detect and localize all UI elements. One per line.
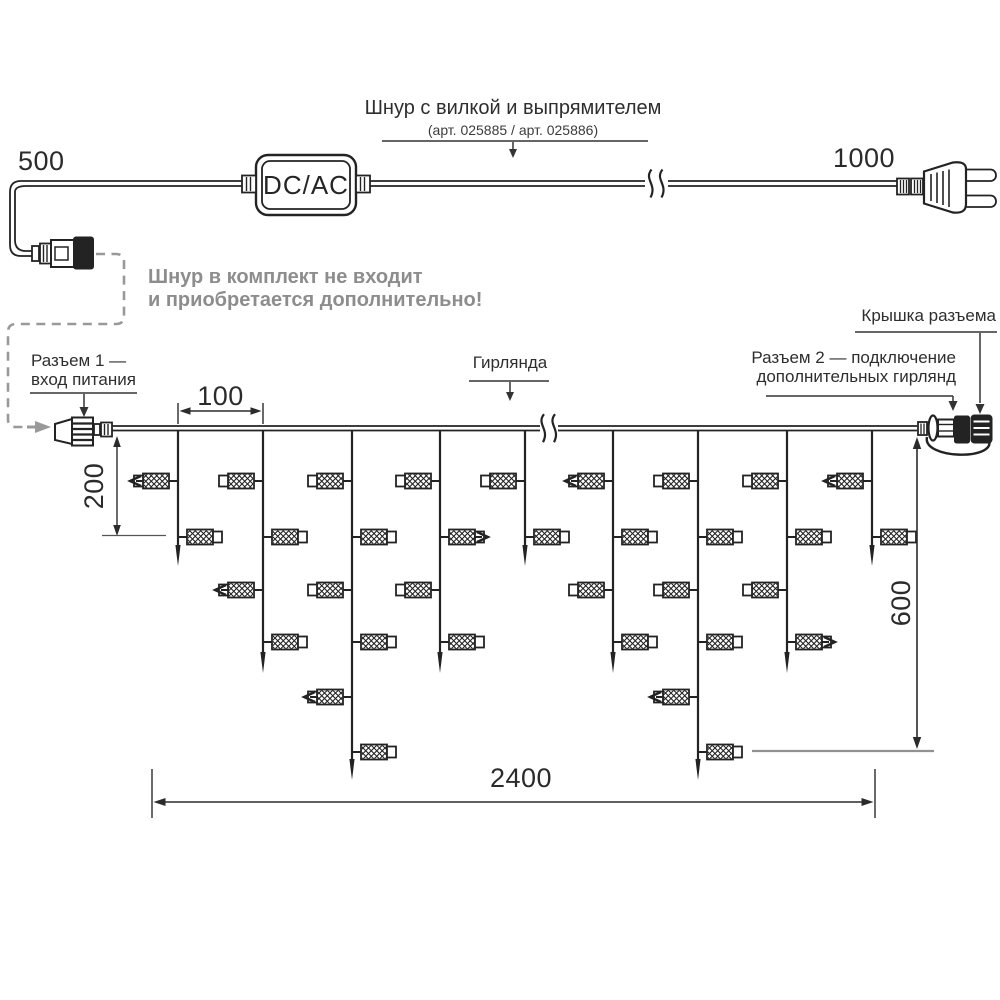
lamp-cap bbox=[298, 532, 307, 543]
dim-label-100: 100 bbox=[197, 381, 244, 411]
connector2-callout bbox=[700, 348, 956, 386]
lamp-cap bbox=[654, 585, 663, 596]
garland-drop-5 bbox=[481, 430, 569, 566]
garland-connector-1 bbox=[55, 418, 112, 446]
lamp-cap bbox=[743, 585, 752, 596]
connector1-line2: вход питания bbox=[31, 370, 136, 389]
lamp-cap bbox=[308, 476, 317, 487]
garland-callout: Гирлянда bbox=[472, 353, 548, 372]
connector2-line2: дополнительных гирлянд bbox=[756, 367, 956, 386]
note-line-2: и приобретается дополнительно! bbox=[148, 289, 483, 311]
garland-drop-7 bbox=[654, 430, 742, 780]
lamp-cap bbox=[733, 637, 742, 648]
dimension-lines bbox=[102, 403, 934, 818]
dashed-cord-path bbox=[8, 254, 124, 433]
lamp-cap bbox=[396, 476, 405, 487]
garland-drop-9 bbox=[828, 430, 916, 566]
cord-title-leader bbox=[382, 141, 648, 158]
dim-label-600: 600 bbox=[885, 579, 916, 627]
lamp-cap bbox=[822, 532, 831, 543]
cord-title-block bbox=[330, 97, 696, 138]
lamp-cap bbox=[308, 585, 317, 596]
cord-article-numbers: (арт. 025885 / арт. 025886) bbox=[427, 122, 599, 138]
lamp-cap bbox=[743, 476, 752, 487]
lamp-cap bbox=[733, 747, 742, 758]
lamp-cap bbox=[733, 532, 742, 543]
garland-drop-1 bbox=[134, 430, 222, 566]
cap-callout: Крышка разъема bbox=[861, 306, 996, 325]
connector1-line1: Разъем 1 — bbox=[31, 351, 127, 370]
lamp-cap bbox=[387, 637, 396, 648]
lamp-cap bbox=[298, 637, 307, 648]
garland-drop-3 bbox=[308, 430, 396, 780]
lamp-cap bbox=[219, 476, 228, 487]
connector2-line1: Разъем 2 — подключение bbox=[751, 348, 956, 367]
dim-label-1000: 1000 bbox=[833, 143, 896, 173]
dim-label-500: 500 bbox=[18, 146, 65, 176]
mains-plug bbox=[897, 162, 996, 212]
lamp-cap bbox=[213, 532, 222, 543]
dim-label-200: 200 bbox=[78, 462, 109, 510]
connector-cap bbox=[972, 416, 992, 443]
lamp-cap bbox=[387, 532, 396, 543]
lamp-cap bbox=[387, 747, 396, 758]
garland-drop-8 bbox=[743, 430, 831, 673]
lamp-cap bbox=[396, 585, 405, 596]
lamp-cap bbox=[907, 532, 916, 543]
dcac-converter-label: DC/AC bbox=[263, 169, 349, 200]
cord-title: Шнур с вилкой и выпрямителем bbox=[364, 97, 662, 119]
lamp-cap bbox=[569, 585, 578, 596]
power-cord-connector bbox=[32, 238, 93, 269]
lamp-cap bbox=[648, 532, 657, 543]
lamp-cap bbox=[560, 532, 569, 543]
garland-drop-4 bbox=[396, 430, 484, 673]
connector1-callout bbox=[31, 351, 136, 389]
dim-label-2400: 2400 bbox=[489, 763, 553, 793]
lamp-cap bbox=[481, 476, 490, 487]
garland-drop-6 bbox=[569, 430, 657, 673]
note-line-1: Шнур в комплект не входит bbox=[148, 266, 423, 288]
power-cord-assembly bbox=[10, 170, 898, 257]
lamp-cap bbox=[648, 637, 657, 648]
lamp-cap bbox=[475, 637, 484, 648]
cord-not-included-note bbox=[148, 266, 482, 312]
garland-drop-2 bbox=[219, 430, 307, 673]
garland-assembly bbox=[112, 414, 917, 442]
lamp-cap bbox=[654, 476, 663, 487]
